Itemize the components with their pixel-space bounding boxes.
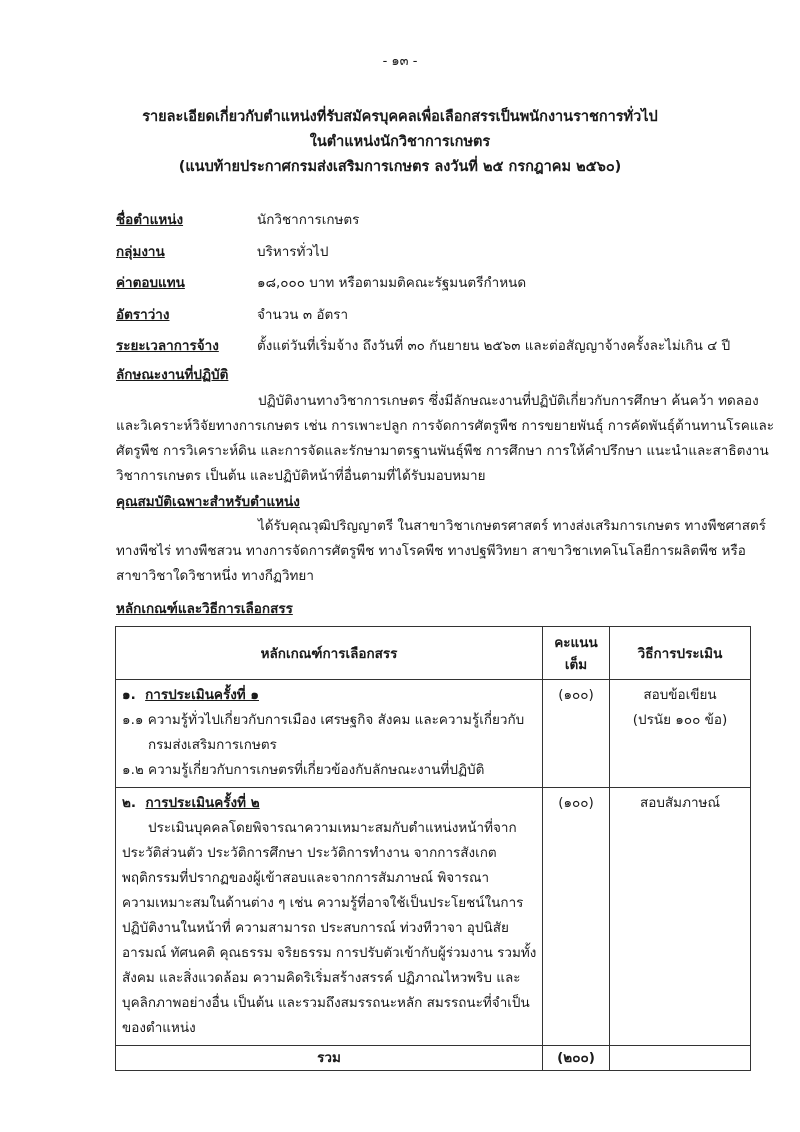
field-work-group [116,240,776,272]
criteria-line: ๑.๑ ความรู้ทั่วไปเกี่ยวกับการเมือง เศรษฐกิจ สังคม และความรู้เกี่ยวกับ [122,712,525,728]
field-label: กลุ่มงาน [116,243,165,260]
title-line-3: (แนบท้ายประกาศกรมส่งเสริมการเกษตร ลงวันที่ ๒๕ กรกฎาคม ๒๕๖๐) [178,159,622,175]
qualifications-heading: คุณสมบัติเฉพาะสำหรับตำแหน่ง [116,494,300,510]
criteria-line: บุคลิกภาพอย่างอื่น เป็นต้น และรวมถึงสมรรถนะหลัก สมรรถนะที่จำเป็น [122,995,530,1011]
field-position-name [116,208,776,240]
total-row [116,1046,751,1071]
item-title [122,791,537,816]
criteria-line: ปฏิบัติงานในหน้าที่ ความสามารถ ประสบการณ์ ท่วงทีวาจา อุปนิสัย [122,920,509,936]
table-header-row [116,627,751,680]
paragraph-line: วิชาการเกษตร เป็นต้น และปฏิบัติหน้าที่อื่นตามที่ได้รับมอบหมาย [116,468,486,484]
header-full-score [543,627,610,680]
criteria-line: ความเหมาะสมในด้านต่าง ๆ เช่น ความรู้ที่อาจใช้เป็นประโยชน์ในการ [122,895,524,911]
criteria-line: อารมณ์ ทัศนคติ คุณธรรม จริยธรรม การปรับตัวเข้ากับผู้ร่วมงาน รวมทั้ง [122,945,537,961]
method-cell [610,680,751,788]
field-value: บริหารทั่วไป [257,243,329,260]
duties-paragraph [116,389,774,489]
criteria-line: สังคม และสิ่งแวดล้อม ความคิดริเริ่มสร้างสรรค์ ปฏิภาณไหวพริบ และ [122,970,521,986]
header-score-line: คะแนน [554,635,598,651]
score-cell [543,680,610,788]
qualifications-paragraph [116,514,766,589]
header-score-line: เต็ม [564,657,588,673]
field-label: ค่าตอบแทน [116,275,185,291]
criteria-line: กรมส่งเสริมการเกษตร [148,737,277,753]
title-line-2: ในตำแหน่งนักวิชาการเกษตร [309,134,491,150]
field-label: ชื่อตำแหน่ง [116,212,184,228]
criteria-cell [116,788,543,1046]
field-value: ๑๘,๐๐๐ บาท หรือตามมติคณะรัฐมนตรีกำหนด [257,275,527,291]
item-number: ๑. [122,687,136,703]
table-row [116,788,751,1046]
paragraph-line: ศัตรูพืช การวิเคราะห์ดิน และการจัดและรักษามาตรฐานพันธุ์พืช การศึกษา การให้คำปรึกษา แนะนำและสาธิตงาน [116,443,769,459]
criteria-line: ของตำแหน่ง [122,1020,196,1036]
header-method: วิธีการประเมิน [610,627,751,680]
total-method [610,1046,751,1071]
criteria-line: ประวัติส่วนตัว ประวัติการศึกษา ประวัติการทำงาน จากการสังเกต [122,845,497,861]
header-criteria: หลักเกณฑ์การเลือกสรร [116,627,543,680]
total-label: รวม [116,1046,543,1071]
method-cell [610,788,751,1046]
field-label: ระยะเวลาการจ้าง [116,338,219,354]
method-line: สอบสัมภาษณ์ [640,795,720,811]
position-fields [116,208,776,366]
field-label: อัตราว่าง [116,306,170,323]
score-value: (๑๐๐) [558,687,594,703]
field-compensation [116,271,776,303]
criteria-line: ประเมินบุคคลโดยพิจารณาความเหมาะสมกับตำแหน่งหน้าที่จาก [148,820,517,836]
item-title-text: การประเมินครั้งที่ ๑ [145,687,259,703]
selection-heading: หลักเกณฑ์และวิธีการเลือกสรร [116,601,293,617]
method-line: (ปรนัย ๑๐๐ ข้อ) [632,712,728,728]
criteria-line: พฤติกรรมที่ปรากฏของผู้เข้าสอบและจากการสัมภาษณ์ พิจารณา [122,870,490,886]
table-row [116,680,751,788]
item-number: ๒. [122,795,137,811]
field-value: จำนวน ๓ อัตรา [257,306,349,323]
method-line: สอบข้อเขียน [643,687,717,703]
field-value: ตั้งแต่วันที่เริ่มจ้าง ถึงวันที่ ๓๐ กันยายน ๒๕๖๓ และต่อสัญญาจ้างครั้งละไม่เกิน ๔ ปี [257,338,731,354]
score-cell [543,788,610,1046]
paragraph-line: สาขาวิชาใดวิชาหนึ่ง ทางกีฏวิทยา [116,568,314,584]
title-line-1: รายละเอียดเกี่ยวกับตำแหน่งที่รับสมัครบุคคลเพื่อเลือกสรรเป็นพนักงานราชการทั่วไป [142,109,658,125]
paragraph-line: ทางพืชไร่ ทางพืชสวน ทางการจัดการศัตรูพืช ทางโรคพืช ทางปฐพีวิทยา สาขาวิชาเทคโนโลยีการผลิตพืช หรือ [116,543,746,559]
page-number: - ๑๓ - [382,54,418,69]
field-employment-period [116,334,776,366]
paragraph-line: และวิเคราะห์วิจัยทางการเกษตร เช่น การเพาะปลูก การจัดการศัตรูพืช การขยายพันธุ์ การคัดพันธุ์ต้านทานโรคและ [116,418,774,434]
score-value: (๑๐๐) [558,795,594,811]
selection-criteria-table [115,626,751,1071]
field-value: นักวิชาการเกษตร [257,212,360,228]
item-title [122,683,537,708]
document-title [0,105,800,180]
paragraph-line: ได้รับคุณวุฒิปริญญาตรี ในสาขาวิชาเกษตรศาสตร์ ทางส่งเสริมการเกษตร ทางพืชศาสตร์ [258,518,767,534]
paragraph-line: ปฏิบัติงานทางวิชาการเกษตร ซึ่งมีลักษณะงานที่ปฏิบัติเกี่ยวกับการศึกษา ค้นคว้า ทดลอง [258,393,759,409]
criteria-cell [116,680,543,788]
criteria-line: ๑.๒ ความรู้เกี่ยวกับการเกษตรที่เกี่ยวข้องกับลักษณะงานที่ปฏิบัติ [122,762,485,778]
total-score: (๒๐๐) [543,1046,610,1071]
duties-heading: ลักษณะงานที่ปฏิบัติ [116,367,229,383]
item-title-text: การประเมินครั้งที่ ๒ [145,795,260,811]
field-vacancies [116,303,776,335]
